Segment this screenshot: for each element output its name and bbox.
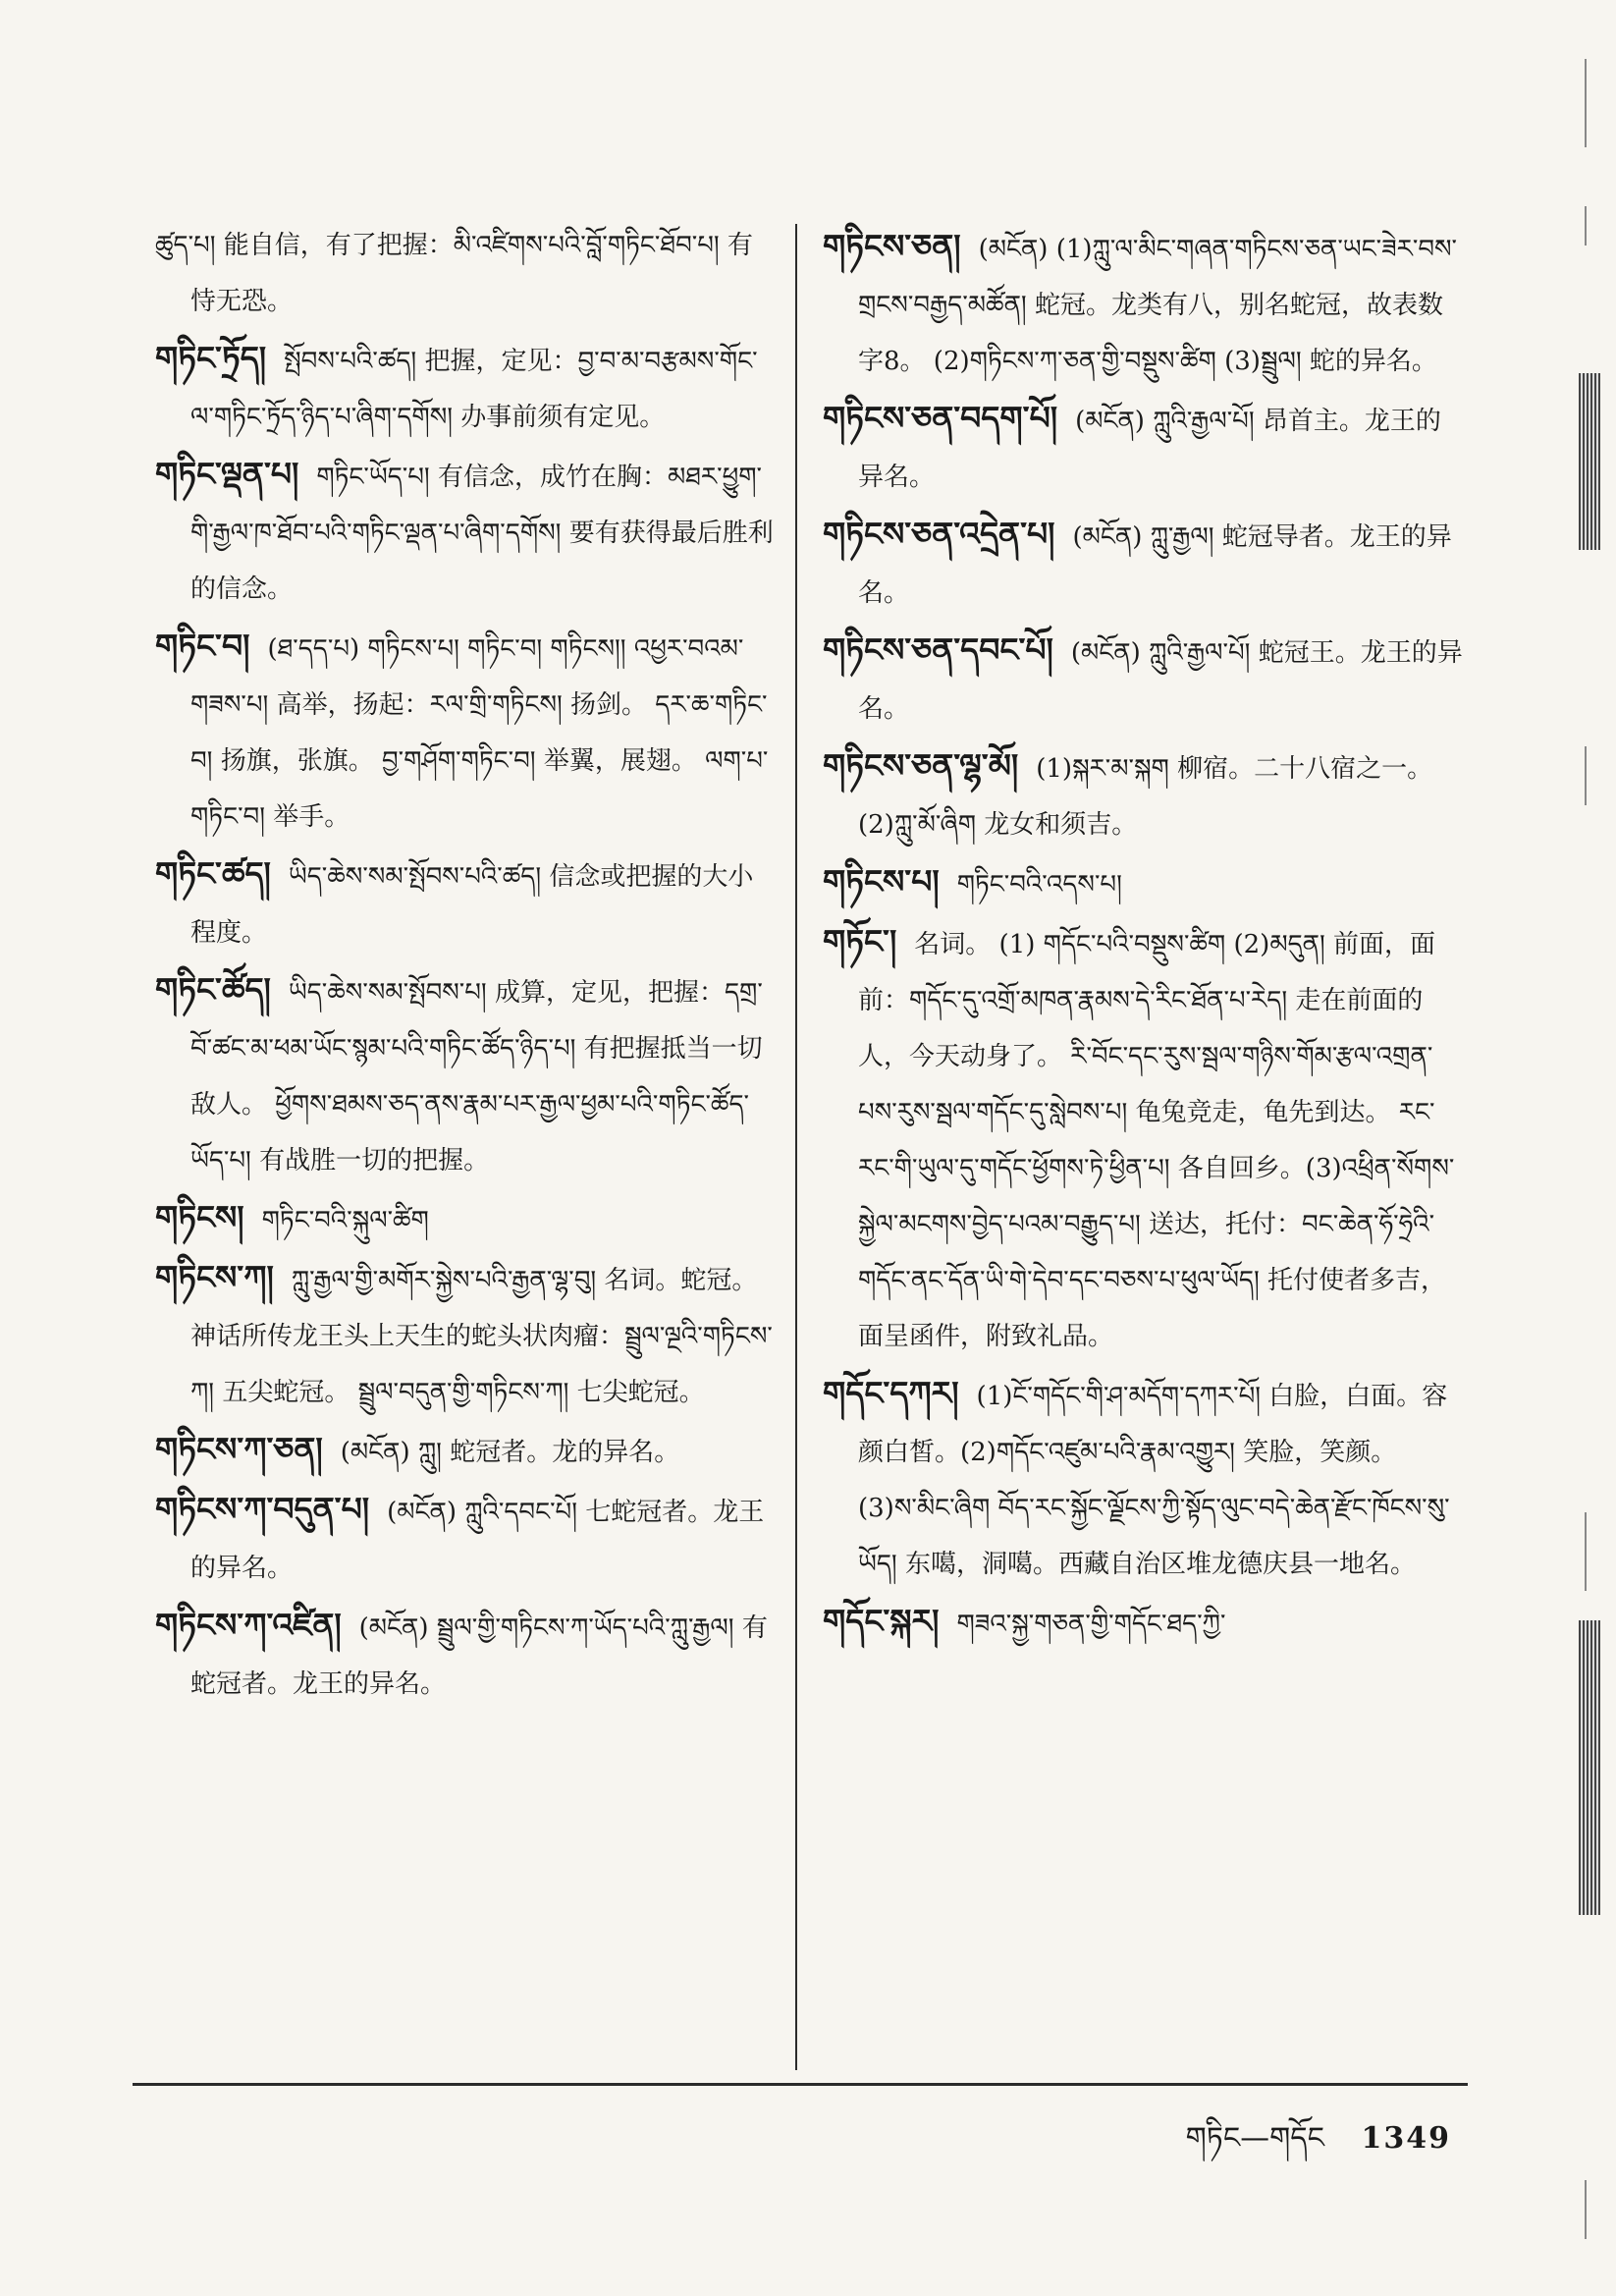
entry-definition: ཚུད་པ། 能自信，有了把握：མི་འཛིགས་པའི་བློ་གཏིང་ཐོབ་པ། 有恃无恐。 <box>155 231 753 316</box>
entry-definition: (1)ངོ་གདོང་གི་ཤ་མདོག་དཀར་པོ། 白脸，白面。容颜白皙。(2)གདོང་འཛུམ་པའི་རྣམ་འགྱུར། 笑脸，笑颜。 (3)ས་མིང་ཞིག བོད་རང་སྐྱོང་ལྗོངས་ཀྱི་སྟོད་ལུང་བདེ་ཆེན་རྫོང་ཁོངས་སུ་ཡོད། 东噶，洞噶。西藏自治区堆龙德庆县一地名。 <box>858 1382 1450 1579</box>
scan-edge-marks <box>1579 59 1602 2278</box>
entry-headword: གདོང་སྐར། <box>823 1602 940 1640</box>
entry-definition: (མངོན) ཀླུའི་རྒྱལ་པོ། 昂首主。龙王的异名。 <box>858 407 1441 492</box>
entry-definition: གཏིང་ཡོད་པ། 有信念，成竹在胸：མཐར་ཕྱུག་གི་རྒྱལ་ཁ་ཐོབ་པའི་གཏིང་ལྡན་པ་ཞིག་དགོས། 要有获得最后胜利的信念。 <box>190 463 774 604</box>
entry-headword: གཏིངས་ཅན་དབང་པོ། <box>823 630 1053 669</box>
entry-headword: གཏིང་ཚོད། <box>155 970 271 1009</box>
dictionary-entry <box>155 846 776 961</box>
entry-definition: (ཐ་དད་པ) གཏིངས་པ། གཏིང་བ། གཏིངས།། འཕྱར་བའམ་གཟས་པ། 高举，扬起：རལ་གྲི་གཏིངས། 扬剑。 དར་ཆ་གཏིང་བ། 扬旗，张旗。 བྱ་གཤོག་གཏིང་བ། 举翼，展翅。 ལག་པ་གཏིང་བ། 举手。 <box>190 634 769 832</box>
entry-headword: གཏོང་། <box>823 922 897 960</box>
page-range: གཏིང—གདོང <box>1185 2121 1324 2156</box>
dictionary-entry <box>823 853 1463 913</box>
entry-definition: (1)སྐར་མ་སྐག 柳宿。二十八宿之一。(2)ཀླུ་མོ་ཞིག 龙女和须吉。 <box>858 754 1433 840</box>
entry-definition: ཀླུ་རྒྱལ་གྱི་མགོར་སྐྱེས་པའི་རྒྱན་ལྷ་བུ། 名词。蛇冠。神话所传龙王头上天生的蛇头状肉瘤：སྦྲུལ་ལྔའི་གཏིངས་ཀ། 五尖蛇冠。 སྦྲུལ་བདུན་གྱི་གཏིངས་ཀ། 七尖蛇冠。 <box>190 1266 773 1407</box>
entry-headword: གཏིང་བ། <box>155 627 250 665</box>
entry-definition: ཡིད་ཆེས་སམ་སྤོབས་པ། 成算，定见，把握：དགྲ་བོ་ཚང་མ་ཕམ་ཡོང་སྙམ་པའི་གཏིང་ཚོད་ཉིད་པ། 有把握抵当一切敌人。 ཕྱོགས་ཐམས་ཅད་ནས་རྣམ་པར་རྒྱལ་ཕྱམ་པའི་གཏིང་ཚོད་ཡོད་པ། 有战胜一切的把握。 <box>190 978 763 1175</box>
entry-definition: གཏིང་བའི་སྐུལ་ཚིག <box>261 1206 429 1235</box>
entry-definition: སྤོབས་པའི་ཚད། 把握，定见：བྱ་བ་མ་བརྩམས་གོང་ལ་གཏིང་ཏྲོད་ཉིད་པ་ཞིག་དགོས། 办事前须有定见。 <box>190 347 758 432</box>
dictionary-entry <box>823 913 1463 1365</box>
dictionary-entry <box>155 618 776 846</box>
dictionary-entry <box>823 218 1463 390</box>
left-column <box>155 218 776 1713</box>
entry-definition: (མངོན) ཀླུ་རྒྱལ། 蛇冠导者。龙王的异名。 <box>858 522 1452 608</box>
dictionary-entry <box>823 1365 1463 1593</box>
column-divider <box>795 224 797 2070</box>
dictionary-entry <box>155 330 776 446</box>
entry-definition: ཡིད་ཆེས་སམ་སྤོབས་པའི་ཚད། 信念或把握的大小程度。 <box>190 862 754 948</box>
dictionary-entry <box>155 1421 776 1481</box>
footer-rule <box>133 2083 1468 2086</box>
dictionary-entry <box>155 1189 776 1249</box>
entry-headword: གཏིང་ལྡན་པ། <box>155 455 299 493</box>
dictionary-entry <box>823 506 1463 622</box>
entry-definition: གཟའ་སྐྱ་གཅན་གྱི་གདོང་ཐད་ཀྱི་ <box>956 1610 1226 1639</box>
entry-headword: གཏིངས་ཀ་ཅན། <box>155 1430 323 1468</box>
entry-headword: གཏིངས་ཅན་བདག་པོ། <box>823 399 1058 437</box>
entry-headword: གཏིངས་ཀ། <box>155 1258 274 1296</box>
dictionary-entry <box>155 446 776 618</box>
entry-definition: (མངོན) ཀླུའི་དབང་པོ། 七蛇冠者。龙王的异名。 <box>190 1498 765 1583</box>
entry-definition: གཏིང་བའི་འདས་པ། <box>956 870 1122 900</box>
dictionary-entry <box>823 622 1463 738</box>
entry-definition: (མངོན) ཀླུ། 蛇冠者。龙的异名。 <box>340 1438 680 1467</box>
dictionary-entry <box>155 218 776 330</box>
entry-definition: (མངོན) (1)ཀླུ་ལ་མིང་གཞན་གཏིངས་ཅན་ཡང་ཟེར་བས་གྲངས་བརྒྱད་མཚོན། 蛇冠。龙类有八，别名蛇冠，故表数字8。 (2)གཏིངས་ཀ་ཅན་གྱི་བསྡུས་ཚིག (3)སྦྲུལ། 蛇的异名。 <box>858 235 1458 376</box>
entry-headword: གཏིངས་ཀ་བདུན་པ། <box>155 1490 370 1528</box>
dictionary-entry <box>823 738 1463 853</box>
dictionary-entry <box>155 961 776 1189</box>
entry-headword: གཏིང་ཏྲོད། <box>155 339 267 377</box>
right-column <box>823 218 1463 1653</box>
entry-definition: 名词。 (1) གདོང་པའི་བསྡུས་ཚིག (2)མདུན། 前面，面前：གདོང་དུ་འགྲོ་མཁན་རྣམས་དེ་རིང་ཐོན་པ་རེད། 走在前面的人，今天动身了。 རི་བོང་དང་རུས་སྦལ་གཉིས་གོམ་རྩལ་འགྲན་པས་རུས་སྦལ་གདོང་དུ་སླེབས་པ། 龟兔竞走，龟先到达。 རང་རང་གི་ཡུལ་དུ་གདོང་ཕྱོགས་ཏེ་ཕྱིན་པ། 各自回乡。(3)འཕྲིན་སོགས་སྐྱེལ་མངགས་བྱེད་པའམ་བརྒྱུད་པ། 送达，托付：བང་ཆེན་ཧོ་ཧྲེའི་གདོང་ནང་དོན་ཡི་གེ་དེབ་དང་བཅས་པ་ཕུལ་ཡོད། 托付使者多吉，面呈函件，附致礼品。 <box>858 930 1455 1351</box>
entry-headword: གཏིངས་ཅན་འདྲེན་པ། <box>823 515 1055 553</box>
entry-headword: གཏིངས་ཅན་ལྷ་མོ། <box>823 746 1019 785</box>
dictionary-entry <box>823 1593 1463 1653</box>
entry-definition: (མངོན) ཀླུའི་རྒྱལ་པོ། 蛇冠王。龙王的异名。 <box>858 638 1463 724</box>
entry-headword: གཏིངས་པ། <box>823 862 940 901</box>
entry-definition: (མངོན) སྦྲུལ་གྱི་གཏིངས་ཀ་ཡོད་པའི་ཀླུ་རྒྱལ། 有蛇冠者。龙王的异名。 <box>190 1613 768 1699</box>
dictionary-entry <box>155 1481 776 1597</box>
dictionary-entry <box>155 1597 776 1713</box>
dictionary-entry <box>155 1249 776 1421</box>
entry-headword: གཏིང་ཚད། <box>155 854 271 893</box>
dictionary-entry <box>823 390 1463 506</box>
entry-headword: གདོང་དཀར། <box>823 1374 959 1412</box>
page-footer <box>1186 2105 1451 2188</box>
page-number: 1349 <box>1361 2121 1451 2156</box>
entry-headword: གཏིངས་ཀ་འཛིན། <box>155 1606 342 1644</box>
entry-headword: གཏིངས། <box>155 1198 244 1236</box>
entry-headword: གཏིངས་ཅན། <box>823 227 961 265</box>
